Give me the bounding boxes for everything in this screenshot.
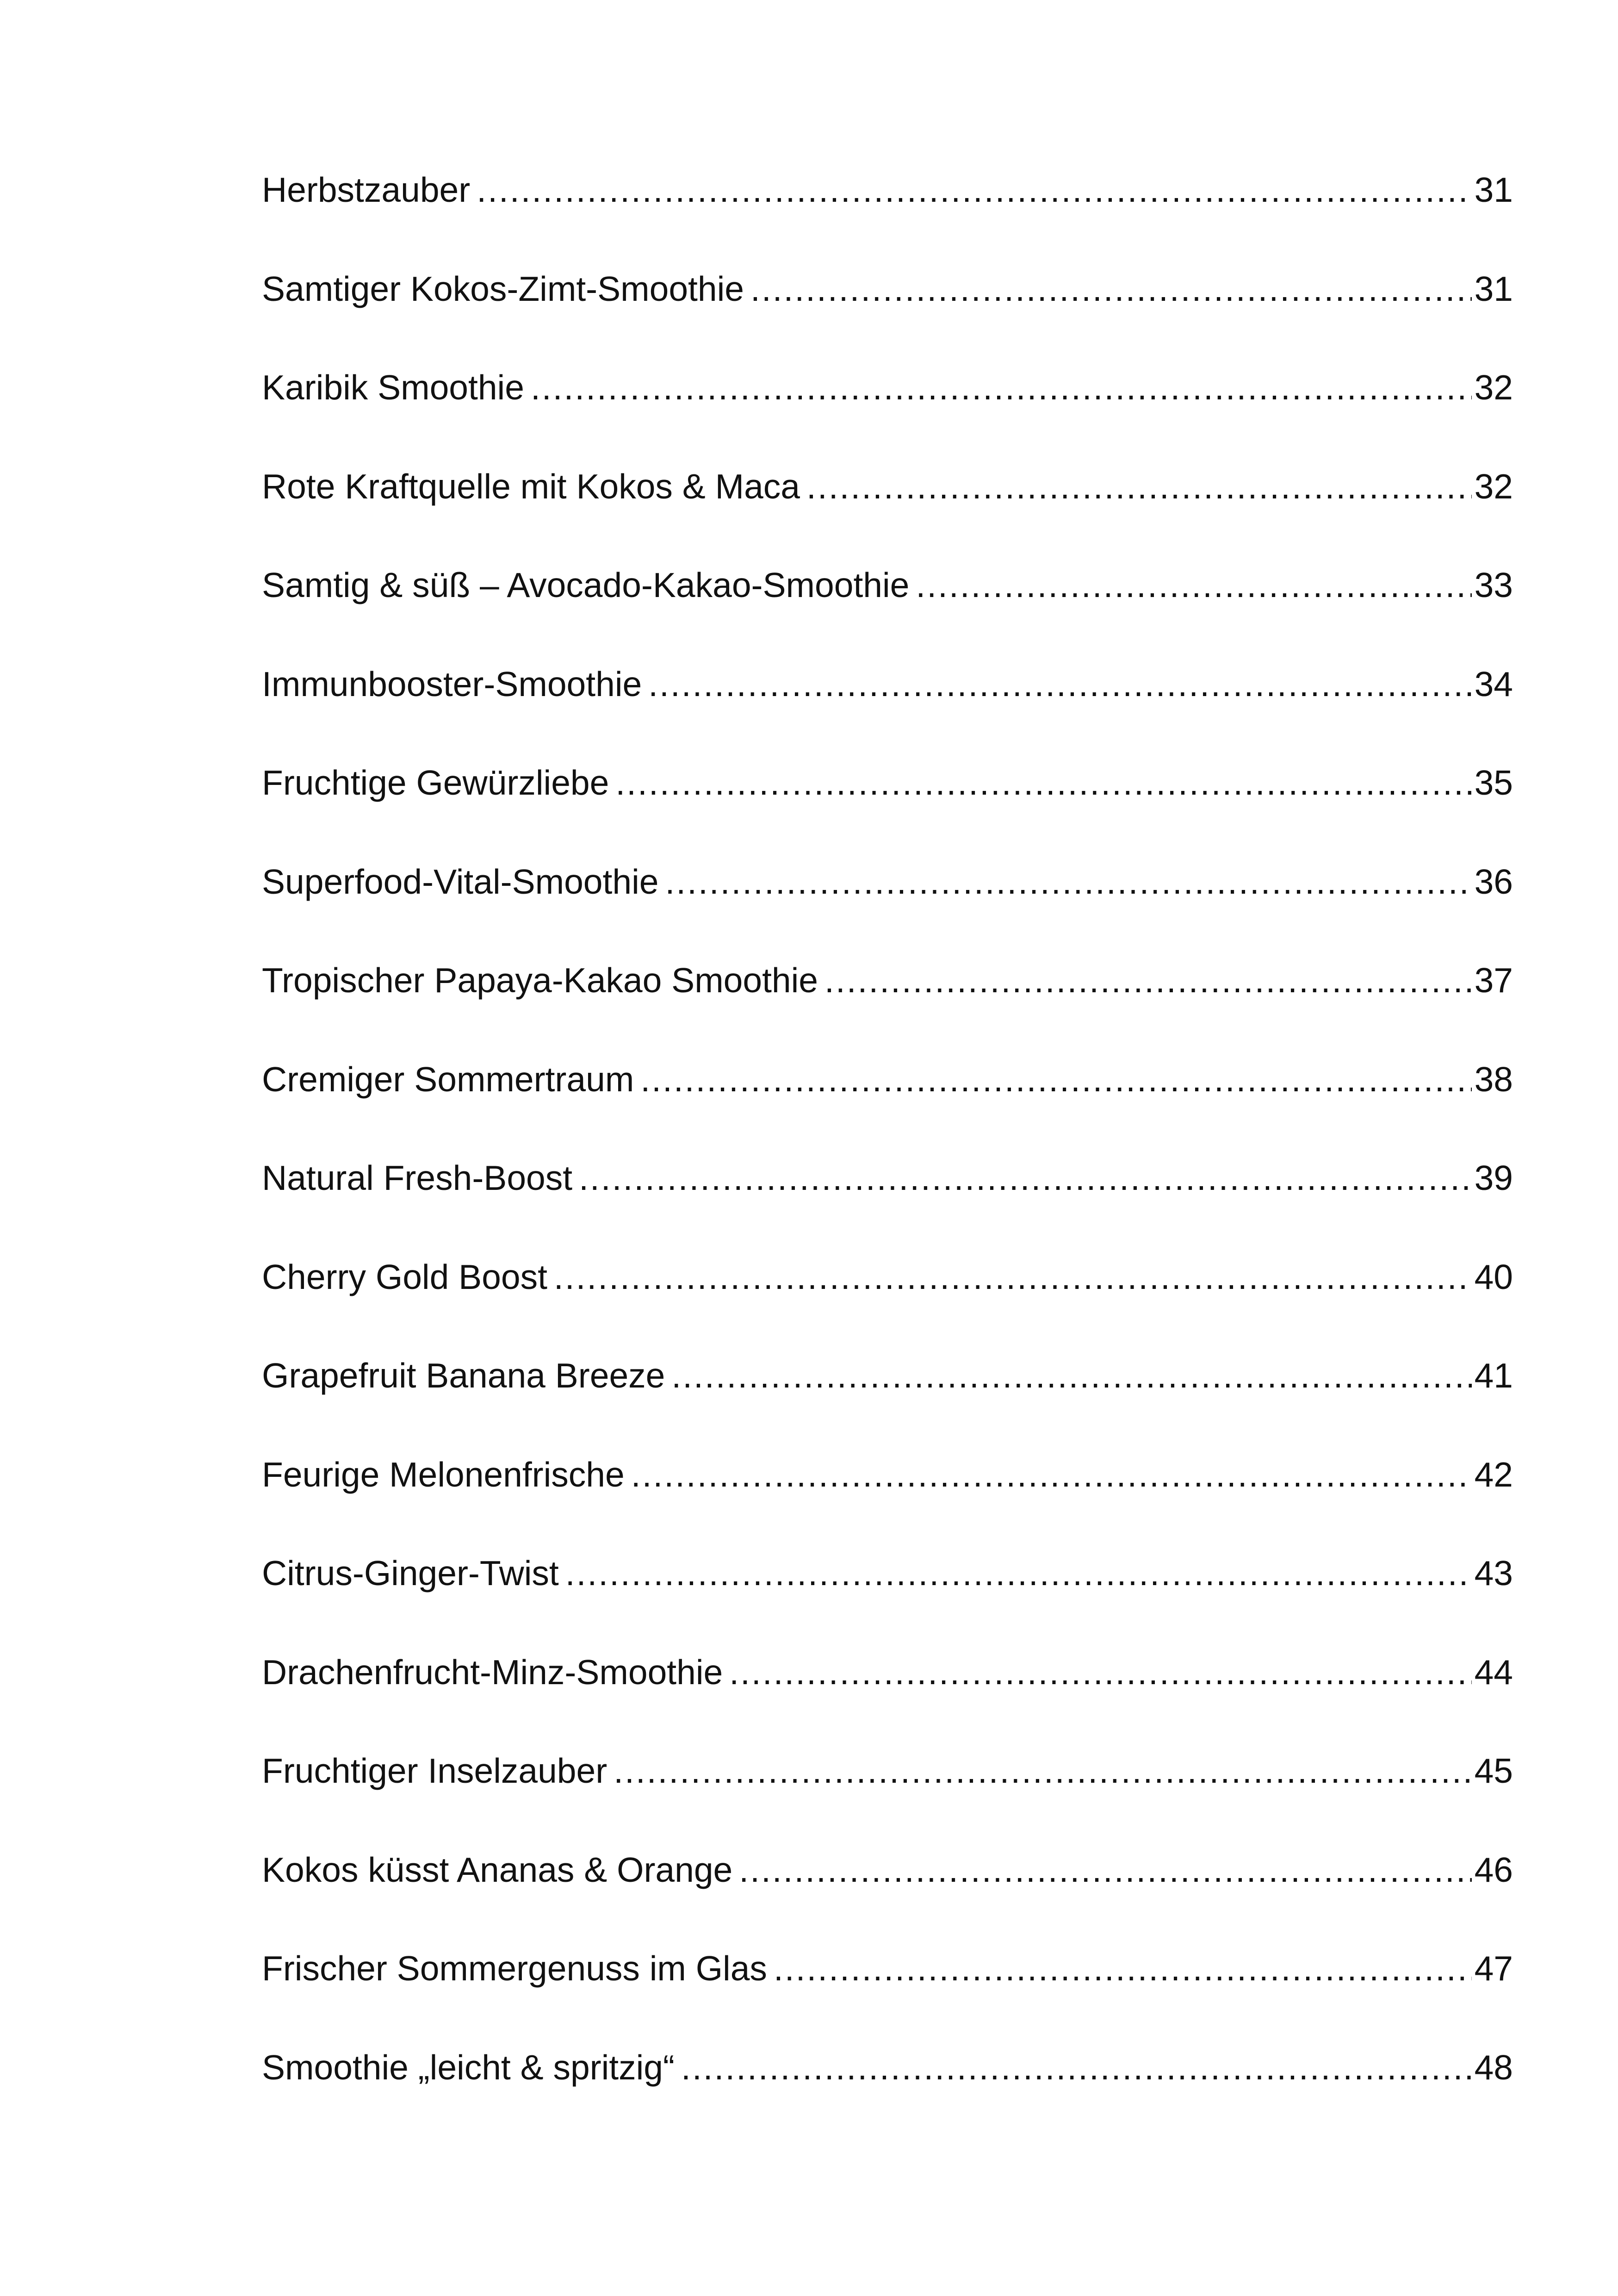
toc-entry[interactable] (262, 1550, 1513, 1649)
toc-entry-page: 38 (1474, 1059, 1513, 1099)
toc-entry-page: 31 (1474, 170, 1513, 209)
toc-dot-leader (671, 1352, 1471, 1399)
toc-dot-leader (648, 661, 1471, 707)
toc-dot-leader (531, 364, 1472, 411)
toc-entry[interactable] (262, 1945, 1513, 2044)
toc-entry-title: Karibik Smoothie (262, 368, 524, 407)
toc-dot-leader (615, 759, 1471, 806)
toc-entry-title: Herbstzauber (262, 170, 471, 209)
toc-entry[interactable] (262, 1056, 1513, 1155)
toc-entry[interactable] (262, 1649, 1513, 1748)
toc-entry[interactable] (262, 1352, 1513, 1451)
toc-dot-leader (729, 1649, 1471, 1695)
toc-entry-title: Drachenfrucht-Minz-Smoothie (262, 1652, 723, 1692)
toc-entry-title: Smoothie „leicht & spritzig“ (262, 2047, 675, 2087)
toc-dot-leader (614, 1748, 1471, 1794)
toc-entry-page: 47 (1474, 1949, 1513, 1988)
toc-entry-page: 37 (1474, 961, 1513, 1000)
toc-entry-title: Samtiger Kokos-Zimt-Smoothie (262, 269, 744, 308)
toc-entry[interactable] (262, 364, 1513, 463)
toc-dot-leader (477, 167, 1471, 213)
toc-entry-title: Grapefruit Banana Breeze (262, 1356, 665, 1395)
toc-entry[interactable] (262, 2044, 1513, 2143)
toc-entry-title: Samtig & süß – Avocado-Kakao-Smoothie (262, 566, 910, 604)
toc-entry-title: Superfood-Vital-Smoothie (262, 862, 659, 901)
toc-entry[interactable] (262, 1847, 1513, 1946)
toc-entry-page: 32 (1474, 368, 1513, 407)
toc-entry-page: 45 (1474, 1751, 1513, 1790)
toc-entry-page: 33 (1474, 566, 1513, 604)
toc-entry-page: 41 (1474, 1356, 1513, 1395)
toc-entry-page: 31 (1474, 269, 1513, 308)
toc-entry[interactable] (262, 957, 1513, 1056)
toc-entry-page: 36 (1474, 862, 1513, 901)
toc-entry-title: Fruchtige Gewürzliebe (262, 763, 609, 802)
toc-dot-leader (631, 1451, 1472, 1498)
toc-entry-page: 39 (1474, 1158, 1513, 1197)
toc-entry[interactable] (262, 266, 1513, 365)
toc-dot-leader (665, 859, 1471, 905)
toc-entry-title: Natural Fresh-Boost (262, 1158, 573, 1197)
toc-entry-page: 48 (1474, 2047, 1513, 2087)
toc-entry[interactable] (262, 1254, 1513, 1353)
toc-dot-leader (739, 1847, 1471, 1893)
toc-entry[interactable] (262, 562, 1513, 661)
toc-entry[interactable] (262, 1748, 1513, 1847)
toc-dot-leader (750, 266, 1472, 312)
toc-entry[interactable] (262, 167, 1513, 266)
toc-entry-title: Feurige Melonenfrische (262, 1455, 625, 1494)
toc-entry-page: 44 (1474, 1652, 1513, 1692)
toc-entry-page: 34 (1474, 664, 1513, 703)
toc-entry[interactable] (262, 463, 1513, 562)
toc-entry-title: Citrus-Ginger-Twist (262, 1554, 559, 1593)
toc-dot-leader (565, 1550, 1472, 1596)
toc-entry[interactable] (262, 1451, 1513, 1550)
toc-entry-page: 35 (1474, 763, 1513, 802)
toc-dot-leader (554, 1254, 1472, 1300)
toc-dot-leader (774, 1945, 1472, 1991)
toc-entry-page: 42 (1474, 1455, 1513, 1494)
toc-entry[interactable] (262, 1155, 1513, 1254)
toc-entry[interactable] (262, 661, 1513, 760)
toc-entry-title: Tropischer Papaya-Kakao Smoothie (262, 961, 818, 1000)
toc-entry-page: 43 (1474, 1554, 1513, 1593)
toc-entry-page: 32 (1474, 467, 1513, 506)
toc-dot-leader (681, 2044, 1472, 2091)
toc-dot-leader (579, 1155, 1471, 1201)
toc-dot-leader (640, 1056, 1471, 1102)
toc-dot-leader (916, 562, 1471, 608)
toc-dot-leader (824, 957, 1472, 1003)
toc-entry-page: 40 (1474, 1257, 1513, 1296)
toc-entry[interactable] (262, 759, 1513, 859)
toc-entry-title: Frischer Sommergenuss im Glas (262, 1949, 767, 1988)
toc-entry-title: Rote Kraftquelle mit Kokos & Maca (262, 467, 800, 506)
toc-entry-page: 46 (1474, 1850, 1513, 1889)
toc-dot-leader (806, 463, 1472, 510)
toc-entry-title: Fruchtiger Inselzauber (262, 1751, 608, 1790)
toc-entry-title: Kokos küsst Ananas & Orange (262, 1850, 733, 1889)
toc-entry[interactable] (262, 859, 1513, 958)
toc-entry-title: Cherry Gold Boost (262, 1257, 547, 1296)
toc-entry-title: Immunbooster-Smoothie (262, 664, 642, 703)
table-of-contents (262, 167, 1513, 2143)
toc-entry-title: Cremiger Sommertraum (262, 1059, 634, 1099)
